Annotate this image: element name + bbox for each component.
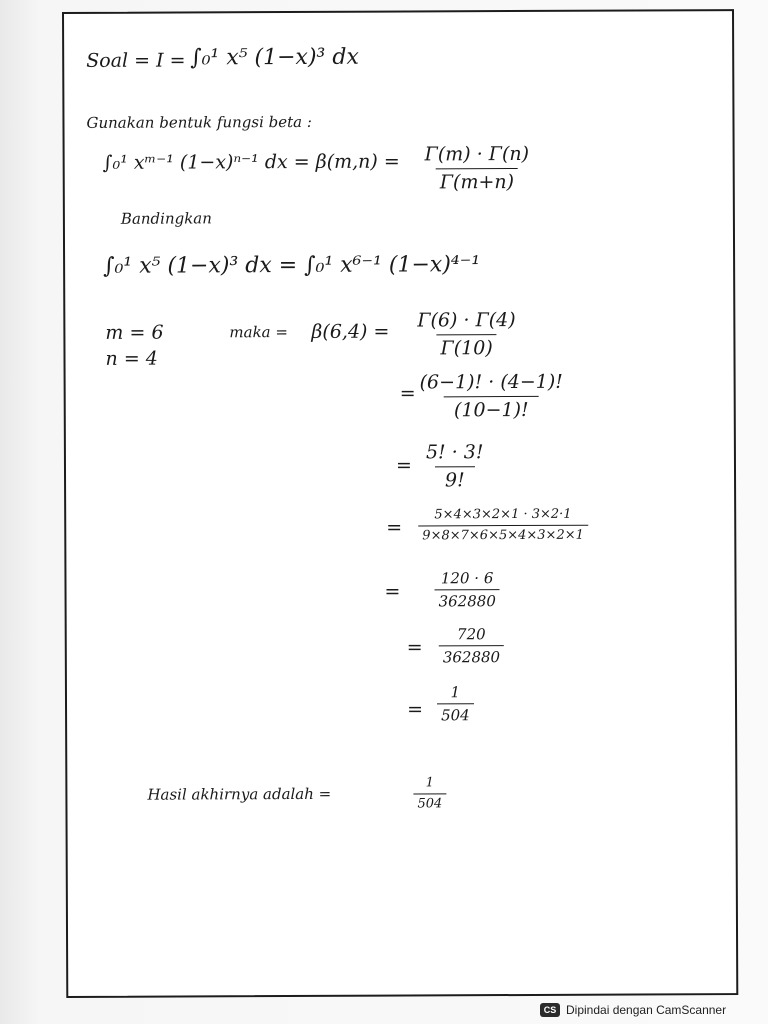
compare-equation: ∫₀¹ x⁵ (1−x)³ dx = ∫₀¹ x⁶⁻¹ (1−x)⁴⁻¹	[103, 252, 481, 279]
method-intro: Gunakan bentuk fungsi beta :	[86, 112, 312, 132]
step-3-fraction	[422, 442, 488, 492]
conclusion-text: Hasil akhirnya adalah =	[147, 784, 332, 804]
step-1-denominator: Γ(10)	[436, 334, 496, 360]
step-1-numerator: Γ(6) · Γ(4)	[417, 309, 516, 332]
beta-formula-numerator: Γ(m) · Γ(n)	[424, 142, 530, 166]
step-5-numerator: 120 · 6	[440, 569, 494, 588]
step-6-fraction	[439, 626, 504, 667]
camscanner-logo-icon: CS	[540, 1003, 560, 1017]
step-6-numerator: 720	[456, 625, 486, 644]
compare-label: Bandingkan	[120, 209, 212, 228]
problem-lead: Soal = I =	[86, 49, 186, 72]
step-3-numerator: 5! · 3!	[425, 441, 484, 464]
then-label: maka =	[229, 323, 288, 342]
paper-sheet	[62, 9, 738, 998]
camscanner-watermark	[540, 1003, 726, 1017]
step-6-prefix: =	[406, 636, 423, 659]
step-7-fraction	[437, 684, 474, 725]
beta-formula-lhs: ∫₀¹ xᵐ⁻¹ (1−x)ⁿ⁻¹ dx = β(m,n) =	[102, 150, 400, 174]
step-5-fraction	[434, 570, 499, 611]
step-7-denominator: 504	[437, 703, 474, 724]
param-m: m = 6	[105, 321, 164, 344]
step-4-prefix: =	[386, 516, 403, 539]
step-3-prefix: =	[395, 454, 412, 477]
step-7-prefix: =	[406, 698, 424, 721]
step-1-prefix: β(6,4) =	[311, 320, 390, 343]
step-2-denominator: (10−1)!	[444, 396, 539, 422]
step-2-prefix: =	[399, 382, 416, 405]
param-n: n = 4	[105, 347, 158, 370]
step-7-numerator: 1	[450, 683, 461, 702]
beta-formula-denominator: Γ(m+n)	[436, 168, 518, 194]
step-2-numerator: (6−1)! · (4−1)!	[419, 370, 563, 394]
step-4-fraction	[418, 508, 588, 545]
conclusion-fraction	[413, 776, 446, 812]
step-5-prefix: =	[384, 580, 401, 603]
step-4-numerator: 5×4×3×2×1 · 3×2·1	[434, 506, 572, 523]
conclusion-denominator: 504	[413, 793, 446, 812]
step-3-denominator: 9!	[435, 466, 475, 492]
step-5-denominator: 362880	[435, 589, 500, 611]
step-2-fraction	[416, 372, 567, 422]
conclusion-numerator: 1	[425, 775, 434, 791]
step-1-fraction	[413, 310, 520, 360]
step-4-denominator: 9×8×7×6×5×4×3×2×1	[418, 525, 588, 545]
camscanner-text: Dipindai dengan CamScanner	[566, 1003, 727, 1017]
step-6-denominator: 362880	[439, 645, 504, 667]
beta-formula-fraction	[421, 144, 534, 194]
problem-integral: ∫₀¹ x⁵ (1−x)³ dx	[190, 44, 359, 71]
